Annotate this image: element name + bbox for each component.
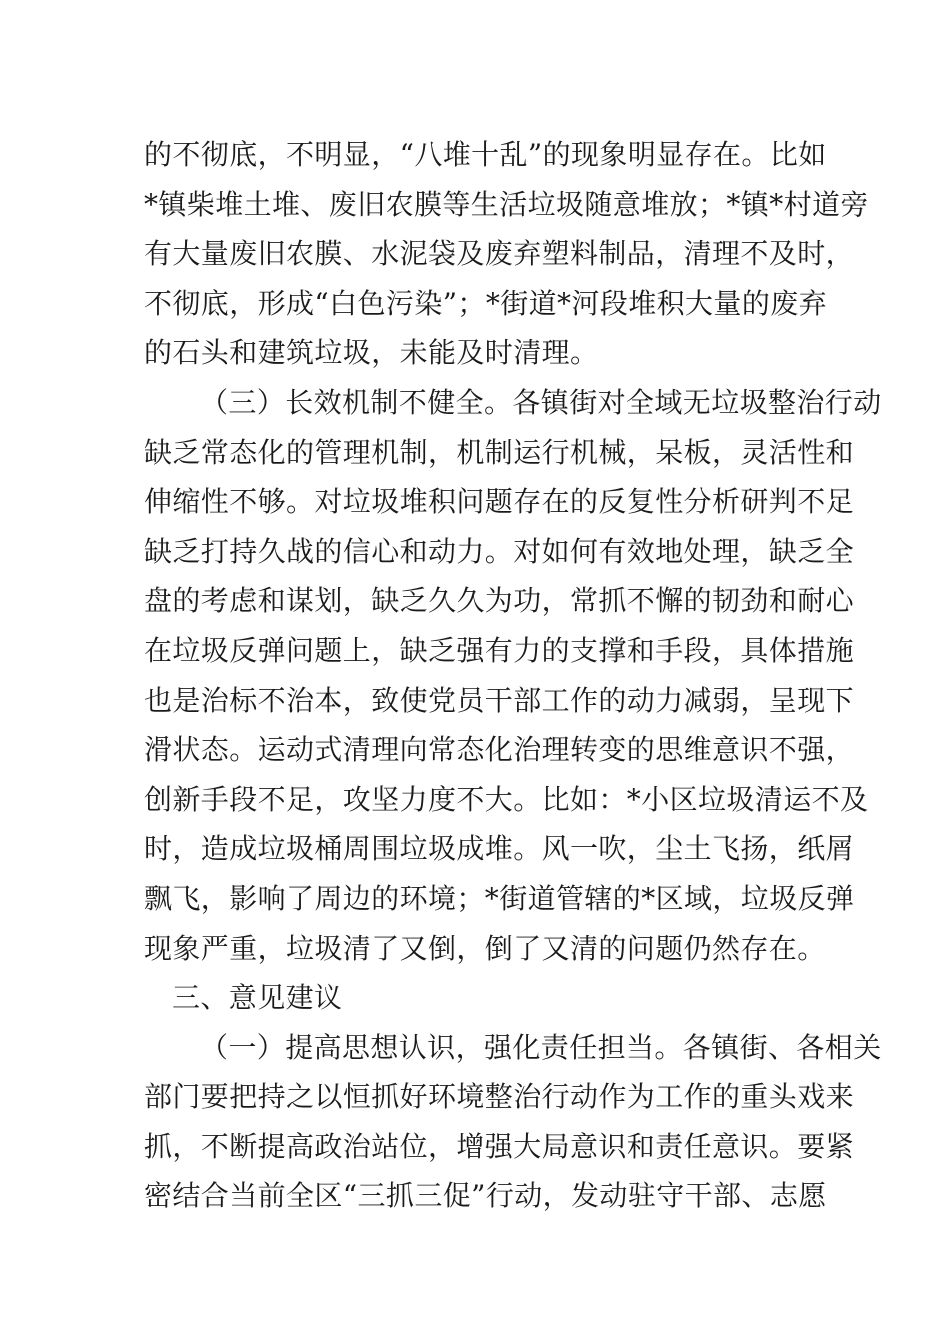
text-line: 不彻底，形成“白色污染”；*街道*河段堆积大量的废弃 [144,286,828,320]
text-line: 抓，不断提高政治站位，增强大局意识和责任意识。要紧 [144,1129,855,1163]
text-line: 部门要把持之以恒抓好环境整治行动作为工作的重头戏来 [144,1080,855,1114]
text-line: 创新手段不足，攻坚力度不大。比如：*小区垃圾清运不及 [144,782,869,816]
text-line: 时，造成垃圾桶周围垃圾成堆。风一吹，尘土飞扬，纸屑 [144,832,855,866]
chapter-heading: 三、意见建议 [172,981,343,1015]
text-line: 也是治标不治本，致使党员干部工作的动力减弱，呈现下 [144,683,855,717]
text-line: 密结合当前全区“三抓三促”行动，发动驻守干部、志愿 [144,1179,827,1213]
text-line: 有大量废旧农膜、水泥袋及废弃塑料制品，清理不及时， [144,237,855,271]
text-line: 伸缩性不够。对垃圾堆积问题存在的反复性分析研判不足 [144,485,855,519]
document-body [144,130,882,1221]
section-heading-1: （一）提高思想认识，强化责任担当。各镇街、各相关 [200,1030,882,1064]
text-line: 盘的考虑和谋划，缺乏久久为功，常抓不懈的韧劲和耐心 [144,584,855,618]
text-line: 现象严重，垃圾清了又倒，倒了又清的问题仍然存在。 [144,931,826,965]
text-line: 缺乏常态化的管理机制，机制运行机械，呆板，灵活性和 [144,435,855,469]
text-line: 在垃圾反弹问题上，缺乏强有力的支撑和手段，具体措施 [144,633,855,667]
section-heading-3: （三）长效机制不健全。各镇街对全域无垃圾整治行动 [200,385,882,419]
text-line: 滑状态。运动式清理向常态化治理转变的思维意识不强， [144,733,855,767]
text-line: 飘飞，影响了周边的环境；*街道管辖的*区域，垃圾反弹 [144,881,855,915]
text-line: *镇柴堆土堆、废旧农膜等生活垃圾随意堆放；*镇*村道旁 [144,187,869,221]
text-line: 缺乏打持久战的信心和动力。对如何有效地处理，缺乏全 [144,534,855,568]
text-line: 的石头和建筑垃圾，未能及时清理。 [144,336,599,370]
text-line: 的不彻底，不明显，“八堆十乱”的现象明显存在。比如 [144,138,827,171]
